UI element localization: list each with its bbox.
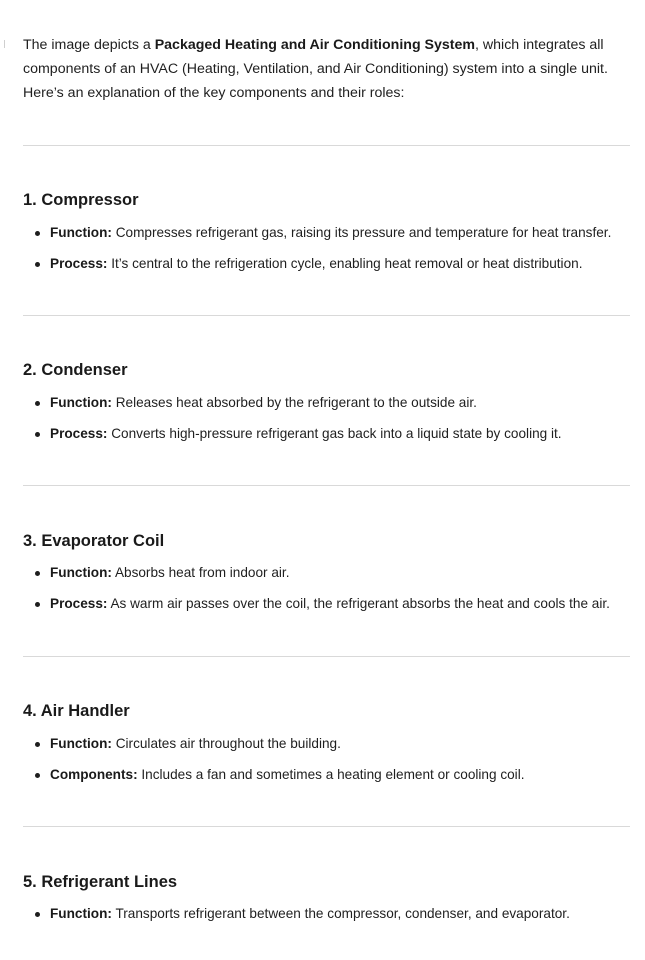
list-item [23, 766, 645, 784]
item-term: Function: [50, 906, 112, 921]
intro-prefix: The image depicts a [23, 37, 155, 53]
intro-suffix: , which integrates all components of an HVAC (Heating, Ventilation, and Air Conditioning) system into a single unit. Here’s an explanation of the key components and their roles: [23, 37, 608, 101]
intro-paragraph [23, 33, 630, 105]
list-item [23, 564, 645, 582]
section-divider [23, 145, 630, 146]
list-item [23, 735, 645, 753]
section-divider [23, 485, 630, 486]
item-term: Function: [50, 395, 112, 410]
item-term: Function: [50, 736, 112, 751]
item-text: Absorbs heat from indoor air. [111, 565, 290, 580]
section-divider [23, 315, 630, 316]
document-body [23, 33, 630, 921]
intro-bold-term: Packaged Heating and Air Conditioning System [154, 37, 476, 53]
item-text: Includes a fan and sometimes a heating element or cooling coil. [137, 767, 525, 782]
item-text: It’s central to the refrigeration cycle, enabling heat removal or heat distribution. [107, 256, 583, 271]
item-text: As warm air passes over the coil, the refrigerant absorbs the heat and cools the air. [107, 596, 610, 611]
item-text: Circulates air throughout the building. [111, 736, 341, 751]
item-term: Process: [50, 426, 108, 441]
list-item [23, 905, 645, 923]
section-divider [23, 826, 630, 827]
item-term: Function: [50, 225, 112, 240]
item-term: Process: [50, 596, 108, 611]
list-item [23, 394, 645, 412]
list-item [23, 595, 645, 613]
section-heading: 3. Evaporator Coil [23, 532, 165, 550]
item-term: Function: [50, 565, 112, 580]
section-heading: 2. Condenser [23, 361, 128, 379]
item-text: Releases heat absorbed by the refrigerant to the outside air. [111, 395, 477, 410]
section-divider [23, 656, 630, 657]
item-text: Converts high-pressure refrigerant gas back into a liquid state by cooling it. [107, 426, 562, 441]
list-item [23, 255, 645, 273]
section-heading: 5. Refrigerant Lines [23, 873, 178, 891]
item-term: Process: [50, 256, 108, 271]
item-term: Components: [50, 767, 138, 782]
list-item [23, 224, 645, 242]
item-text: Compresses refrigerant gas, raising its pressure and temperature for heat transfer. [111, 225, 612, 240]
left-edge-mark [4, 40, 5, 48]
section-heading: 4. Air Handler [23, 702, 130, 720]
item-text: Transports refrigerant between the compressor, condenser, and evaporator. [111, 906, 570, 921]
list-item [23, 425, 645, 443]
section-heading: 1. Compressor [23, 191, 139, 209]
